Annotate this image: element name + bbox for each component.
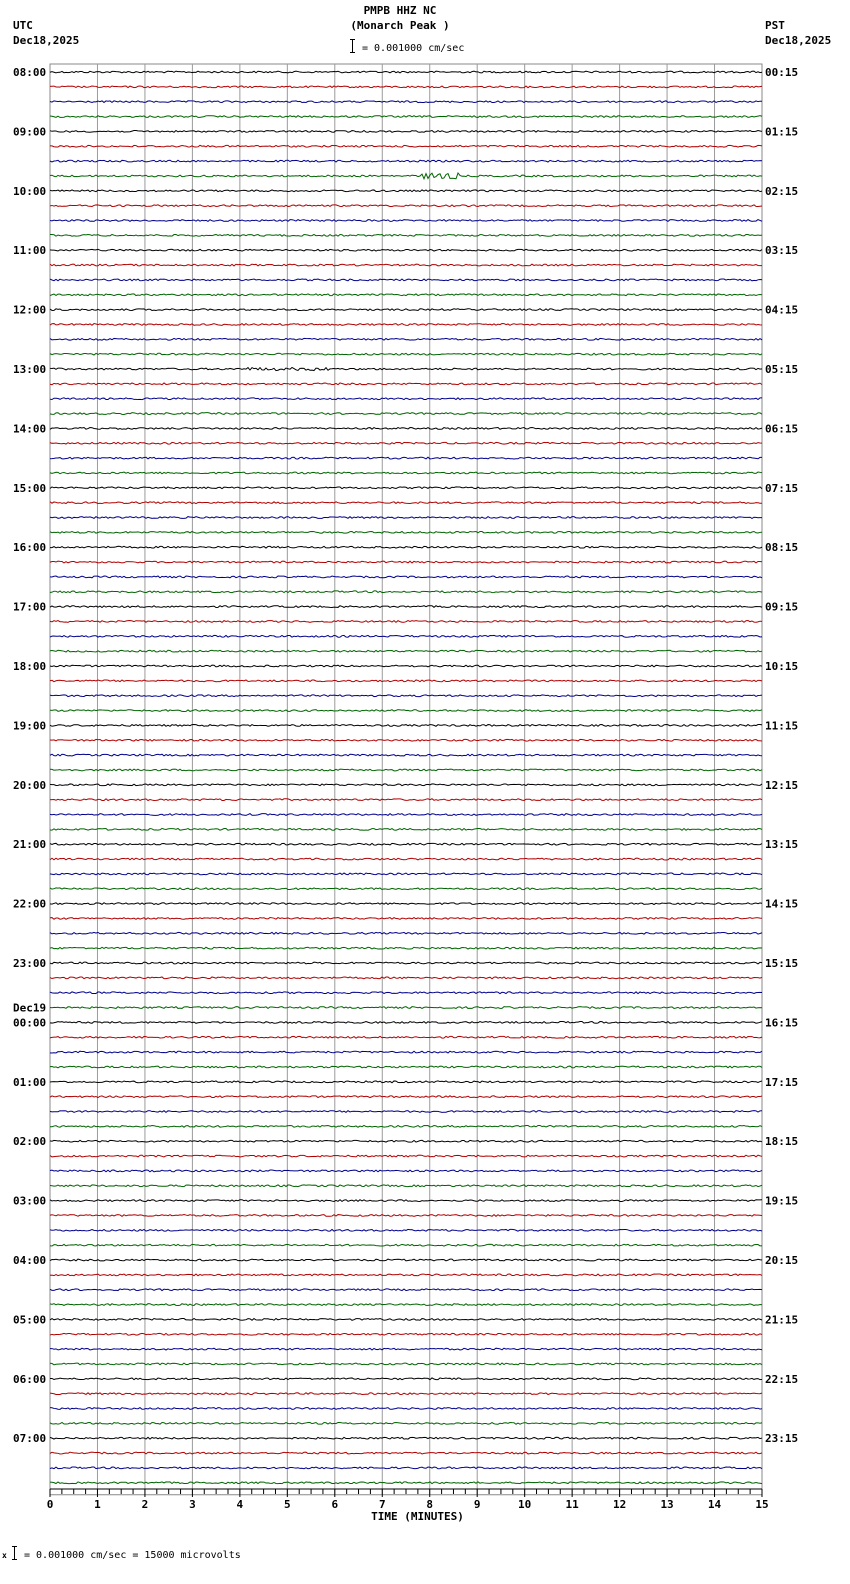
left-hour-label: 22:00 bbox=[13, 897, 47, 911]
trace-84 bbox=[50, 1319, 762, 1321]
left-hour-label: 12:00 bbox=[13, 303, 47, 317]
right-hour-label: 07:15 bbox=[765, 481, 799, 495]
right-hour-label: 16:15 bbox=[765, 1016, 799, 1030]
trace-86 bbox=[50, 1348, 762, 1350]
trace-65 bbox=[50, 1036, 762, 1038]
right-hour-label: 15:15 bbox=[765, 957, 799, 970]
right-hour-label: 20:15 bbox=[765, 1254, 799, 1267]
left-hour-label: 11:00 bbox=[13, 244, 47, 258]
left-hour-label: 02:00 bbox=[13, 1135, 47, 1149]
trace-90 bbox=[50, 1408, 762, 1410]
trace-49 bbox=[50, 799, 762, 801]
left-hour-label: 17:00 bbox=[13, 600, 47, 614]
trace-93 bbox=[50, 1452, 762, 1454]
trace-19 bbox=[50, 353, 762, 355]
trace-11 bbox=[50, 234, 762, 236]
trace-17 bbox=[50, 324, 762, 326]
trace-43 bbox=[50, 710, 762, 712]
trace-18 bbox=[50, 338, 762, 340]
trace-36 bbox=[50, 606, 762, 608]
trace-2 bbox=[50, 101, 762, 103]
x-tick-label: 4 bbox=[236, 1498, 244, 1511]
right-hour-label: 05:15 bbox=[765, 363, 799, 376]
right-hour-label: 14:15 bbox=[765, 897, 799, 911]
left-hour-label: 13:00 bbox=[13, 363, 47, 376]
trace-64 bbox=[50, 1022, 762, 1024]
trace-58 bbox=[50, 932, 762, 934]
trace-24 bbox=[50, 428, 762, 430]
x-tick-label: 2 bbox=[141, 1498, 149, 1511]
trace-72 bbox=[50, 1140, 762, 1142]
trace-41 bbox=[50, 680, 762, 682]
trace-28 bbox=[50, 487, 762, 489]
trace-61 bbox=[50, 977, 762, 979]
trace-63 bbox=[50, 1007, 762, 1009]
trace-57 bbox=[50, 918, 762, 920]
trace-55 bbox=[50, 888, 762, 890]
trace-45 bbox=[50, 739, 762, 741]
trace-16 bbox=[50, 309, 762, 311]
right-timezone: PST bbox=[765, 19, 785, 32]
trace-44 bbox=[50, 725, 762, 727]
trace-15 bbox=[50, 294, 762, 296]
trace-25 bbox=[50, 442, 762, 444]
x-tick-label: 0 bbox=[46, 1498, 54, 1511]
right-hour-label: 10:15 bbox=[765, 660, 799, 673]
right-hour-label: 12:15 bbox=[765, 778, 799, 792]
trace-46 bbox=[50, 754, 762, 756]
trace-14 bbox=[50, 279, 762, 281]
left-hour-label: 10:00 bbox=[13, 184, 47, 198]
trace-10 bbox=[50, 220, 762, 222]
right-hour-label: 19:15 bbox=[765, 1194, 799, 1208]
trace-79 bbox=[50, 1244, 762, 1246]
right-hour-label: 22:15 bbox=[765, 1372, 799, 1386]
trace-85 bbox=[50, 1333, 762, 1335]
trace-89 bbox=[50, 1393, 762, 1395]
left-hour-label: 04:00 bbox=[13, 1254, 47, 1267]
trace-29 bbox=[50, 502, 762, 504]
trace-60 bbox=[50, 962, 762, 964]
right-hour-label: 11:15 bbox=[765, 719, 799, 733]
left-hour-label: 21:00 bbox=[13, 838, 47, 852]
x-tick-label: 11 bbox=[565, 1498, 579, 1511]
left-hour-label: 06:00 bbox=[13, 1372, 47, 1386]
right-hour-label: 00:15 bbox=[765, 66, 799, 79]
trace-12 bbox=[50, 249, 762, 251]
trace-23 bbox=[50, 413, 762, 415]
left-hour-label: 19:00 bbox=[13, 719, 47, 733]
trace-52 bbox=[50, 843, 762, 845]
right-hour-label: 09:15 bbox=[765, 600, 799, 614]
trace-77 bbox=[50, 1215, 762, 1217]
x-tick-label: 10 bbox=[518, 1498, 532, 1511]
trace-88 bbox=[50, 1378, 762, 1380]
x-tick-label: 3 bbox=[189, 1498, 196, 1511]
trace-67 bbox=[50, 1066, 762, 1068]
left-hour-label: 05:00 bbox=[13, 1313, 47, 1327]
trace-26 bbox=[50, 457, 762, 459]
trace-9 bbox=[50, 205, 762, 207]
trace-59 bbox=[50, 947, 762, 949]
x-tick-label: 8 bbox=[426, 1498, 434, 1511]
site-title: (Monarch Peak ) bbox=[350, 19, 450, 32]
right-hour-label: 04:15 bbox=[765, 303, 799, 317]
x-tick-label: 5 bbox=[284, 1498, 291, 1511]
trace-8 bbox=[50, 190, 762, 192]
trace-68 bbox=[50, 1081, 762, 1083]
trace-20 bbox=[50, 367, 762, 370]
trace-40 bbox=[50, 665, 762, 667]
left-timezone: UTC bbox=[13, 19, 33, 32]
trace-3 bbox=[50, 116, 762, 118]
trace-56 bbox=[50, 903, 762, 905]
trace-81 bbox=[50, 1274, 762, 1276]
trace-7 bbox=[50, 173, 762, 179]
left-hour-label: 20:00 bbox=[13, 778, 47, 792]
right-hour-label: 23:15 bbox=[765, 1432, 799, 1446]
trace-54 bbox=[50, 873, 762, 875]
left-hour-label: 07:00 bbox=[13, 1432, 47, 1446]
trace-1 bbox=[50, 86, 762, 88]
trace-78 bbox=[50, 1229, 762, 1231]
left-hour-label: 09:00 bbox=[13, 125, 47, 139]
trace-82 bbox=[50, 1289, 762, 1291]
right-hour-label: 17:15 bbox=[765, 1075, 799, 1089]
right-hour-label: 01:15 bbox=[765, 125, 799, 139]
x-tick-label: 15 bbox=[755, 1498, 769, 1511]
trace-37 bbox=[50, 621, 762, 623]
trace-80 bbox=[50, 1259, 762, 1261]
left-date-change-label: Dec19 bbox=[13, 1001, 47, 1015]
trace-34 bbox=[50, 576, 762, 578]
trace-22 bbox=[50, 398, 762, 400]
right-date: Dec18,2025 bbox=[765, 34, 832, 47]
right-hour-label: 02:15 bbox=[765, 184, 799, 198]
x-tick-label: 14 bbox=[707, 1498, 722, 1511]
trace-74 bbox=[50, 1170, 762, 1172]
trace-13 bbox=[50, 264, 762, 266]
trace-62 bbox=[50, 992, 762, 994]
left-hour-label: 18:00 bbox=[13, 660, 47, 673]
trace-95 bbox=[50, 1482, 762, 1484]
left-hour-label: 00:00 bbox=[13, 1016, 47, 1030]
station-title: PMPB HHZ NC bbox=[363, 4, 437, 17]
left-hour-label: 16:00 bbox=[13, 541, 47, 555]
trace-51 bbox=[50, 828, 762, 830]
x-axis-label: TIME (MINUTES) bbox=[371, 1510, 464, 1523]
right-hour-label: 06:15 bbox=[765, 422, 799, 436]
x-tick-label: 6 bbox=[331, 1498, 339, 1511]
trace-75 bbox=[50, 1185, 762, 1187]
footer-marker: x bbox=[2, 1551, 7, 1560]
trace-5 bbox=[50, 145, 762, 147]
right-hour-label: 21:15 bbox=[765, 1313, 799, 1327]
trace-66 bbox=[50, 1051, 762, 1053]
right-hour-label: 03:15 bbox=[765, 244, 799, 258]
x-tick-label: 13 bbox=[660, 1498, 674, 1511]
trace-92 bbox=[50, 1437, 762, 1439]
footer-scale-text: = 0.001000 cm/sec = 15000 microvolts bbox=[24, 1550, 241, 1561]
trace-42 bbox=[50, 695, 762, 697]
trace-76 bbox=[50, 1200, 762, 1202]
plot-frame bbox=[50, 64, 762, 1495]
trace-83 bbox=[50, 1304, 762, 1306]
right-hour-label: 08:15 bbox=[765, 541, 799, 555]
right-hour-label: 13:15 bbox=[765, 838, 799, 852]
left-hour-label: 01:00 bbox=[13, 1075, 47, 1089]
trace-94 bbox=[50, 1467, 762, 1469]
trace-33 bbox=[50, 561, 762, 563]
trace-69 bbox=[50, 1096, 762, 1098]
trace-32 bbox=[50, 546, 762, 548]
trace-91 bbox=[50, 1422, 762, 1424]
scale-text: = 0.001000 cm/sec bbox=[362, 43, 465, 54]
right-hour-label: 18:15 bbox=[765, 1135, 799, 1149]
trace-50 bbox=[50, 814, 762, 816]
x-tick-label: 9 bbox=[473, 1498, 481, 1511]
x-tick-label: 12 bbox=[612, 1498, 627, 1511]
trace-30 bbox=[50, 517, 762, 519]
trace-53 bbox=[50, 858, 762, 860]
left-hour-label: 23:00 bbox=[13, 957, 47, 970]
trace-48 bbox=[50, 784, 762, 786]
x-tick-label: 7 bbox=[378, 1498, 386, 1511]
footer-scale-bar-icon bbox=[14, 1546, 15, 1560]
trace-27 bbox=[50, 472, 762, 474]
left-hour-label: 03:00 bbox=[13, 1194, 47, 1208]
trace-0 bbox=[50, 71, 762, 73]
trace-73 bbox=[50, 1155, 762, 1157]
trace-31 bbox=[50, 531, 762, 533]
trace-47 bbox=[50, 769, 762, 771]
trace-4 bbox=[50, 131, 762, 133]
trace-87 bbox=[50, 1363, 762, 1365]
left-hour-label: 15:00 bbox=[13, 481, 47, 495]
left-hour-label: 08:00 bbox=[13, 66, 47, 79]
trace-35 bbox=[50, 591, 762, 593]
trace-21 bbox=[50, 383, 762, 385]
trace-71 bbox=[50, 1125, 762, 1127]
left-date: Dec18,2025 bbox=[13, 34, 80, 47]
trace-38 bbox=[50, 635, 762, 637]
left-hour-label: 14:00 bbox=[13, 422, 47, 436]
x-tick-label: 1 bbox=[94, 1498, 101, 1511]
trace-39 bbox=[50, 650, 762, 652]
trace-70 bbox=[50, 1111, 762, 1113]
trace-6 bbox=[50, 160, 762, 162]
